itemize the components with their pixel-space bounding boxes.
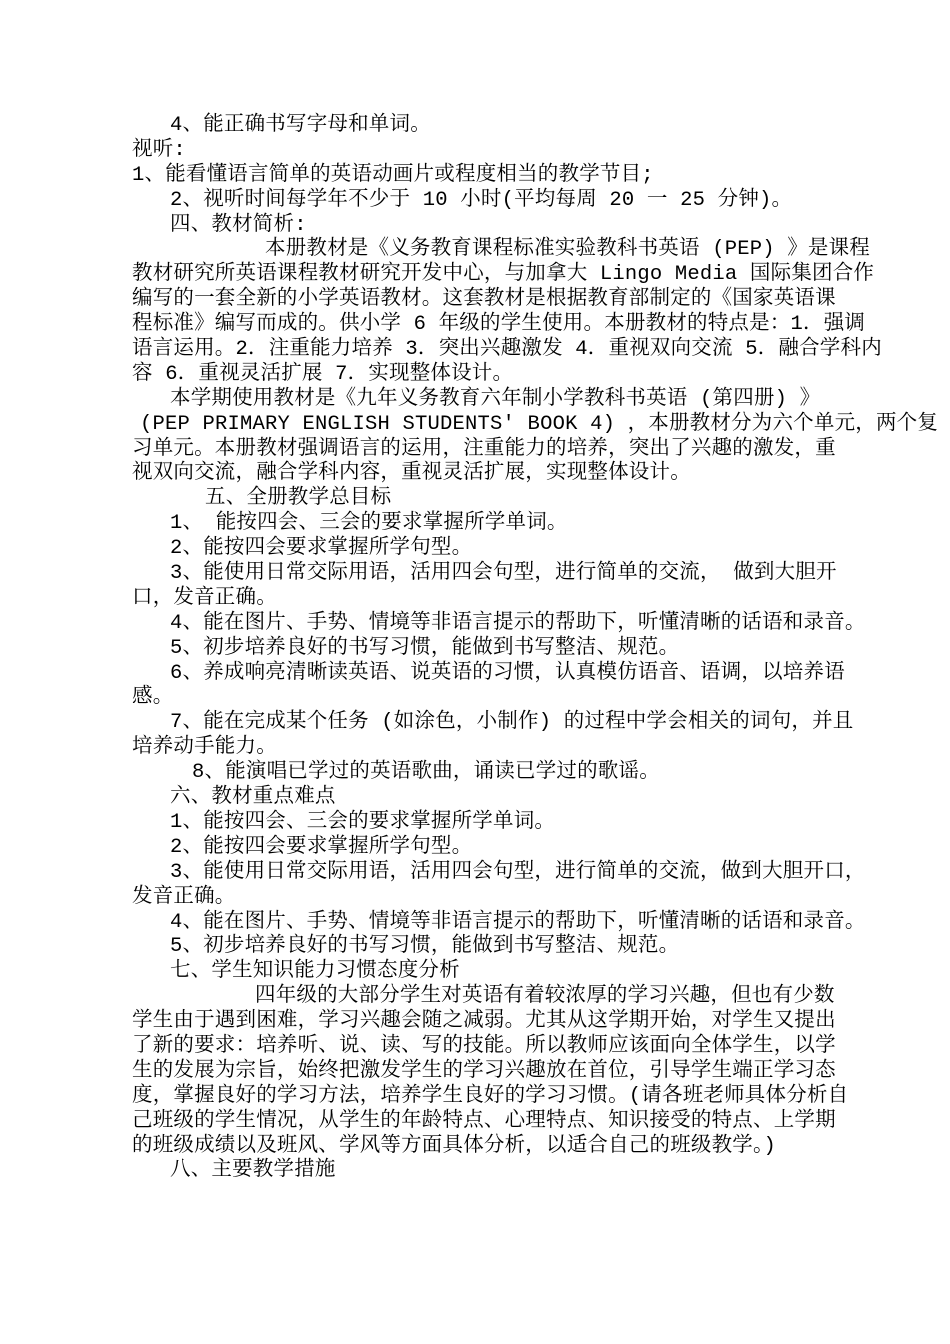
document-line: 四、教材简析: [170, 213, 307, 237]
document-line: 1、能按四会、三会的要求掌握所学单词。 [170, 810, 556, 834]
document-line: 2、视听时间每学年不少于 10 小时(平均每周 20 一 25 分钟)。 [170, 188, 793, 212]
document-line: 四年级的大部分学生对英语有着较浓厚的学习兴趣，但也有少数 [255, 985, 835, 1009]
document-line: 七、学生知识能力习惯态度分析 [170, 960, 460, 984]
document-line: (PEP PRIMARY ENGLISH STUDENTS' BOOK 4) ，本册教材分为六个单元，两个复 [140, 412, 939, 436]
document-line: 4、能正确书写字母和单词。 [170, 114, 431, 137]
document-line: 本册教材是《义务教育课程标准实验教科书英语 (PEP) 》是课程 [265, 238, 871, 262]
document-line: 学生由于遇到困难，学习兴趣会随之减弱。尤其从这学期开始，对学生又提出 [132, 1010, 836, 1034]
document-line: 口，发音正确。 [132, 586, 277, 610]
document-line: 语言运用。2．注重能力培养 3．突出兴趣激发 4．重视双向交流 5．融合学科内 [132, 338, 882, 362]
document-line: 1、 能按四会、三会的要求掌握所学单词。 [170, 512, 568, 536]
document-line: 编写的一套全新的小学英语教材。这套教材是根据教育部制定的《国家英语课 [132, 288, 836, 312]
document-line: 的班级成绩以及班风、学风等方面具体分析，以适合自己的班级教学。) [132, 1134, 776, 1158]
document-line: 习单元。本册教材强调语言的运用，注重能力的培养，突出了兴趣的激发，重 [132, 437, 836, 461]
document-line: 4、能在图片、手势、情境等非语言提示的帮助下，听懂清晰的话语和录音。 [170, 611, 866, 635]
document-line: 六、教材重点难点 [170, 786, 336, 810]
document-line: 己班级的学生情况，从学生的年龄特点、心理特点、知识接受的特点、上学期 [132, 1109, 836, 1133]
document-line: 5、初步培养良好的书写习惯，能做到书写整洁、规范。 [170, 935, 680, 959]
document-line: 本学期使用教材是《九年义务教育六年制小学教科书英语 (第四册) 》 [170, 387, 821, 411]
document-line: 7、能在完成某个任务 (如涂色，小制作) 的过程中学会相关的词句，并且 [170, 711, 854, 735]
document-line: 6、养成响亮清晰读英语、说英语的习惯，认真模仿语音、语调，以培养语 [170, 661, 845, 685]
document-line: 程标准》编写而成的。供小学 6 年级的学生使用。本册教材的特点是：1．强调 [132, 313, 866, 337]
document-line: 八、主要教学措施 [170, 1159, 336, 1183]
document-line: 2、能按四会要求掌握所学句型。 [170, 835, 473, 859]
document-line: 发音正确。 [132, 885, 236, 909]
document-line: 生的发展为宗旨，始终把激发学生的学习兴趣放在首位，引导学生端正学习态 [132, 1059, 836, 1083]
document-line: 感。 [132, 686, 174, 710]
document-line: 五、全册教学总目标 [205, 487, 392, 511]
document-line: 8、能演唱已学过的英语歌曲，诵读已学过的歌谣。 [192, 761, 660, 785]
document-line: 5、初步培养良好的书写习惯，能做到书写整洁、规范。 [170, 636, 680, 660]
document-line: 视双向交流，融合学科内容，重视灵活扩展，实现整体设计。 [132, 462, 691, 486]
document-line: 容 6．重视灵活扩展 7．实现整体设计。 [132, 362, 514, 386]
document-line: 培养动手能力。 [132, 736, 277, 760]
document-line: 1、能看懂语言简单的英语动画片或程度相当的教学节目; [132, 163, 654, 187]
document-line: 视听: [132, 138, 186, 162]
document-content [132, 114, 939, 1184]
document-line: 3、能使用日常交际用语，活用四会句型，进行简单的交流，做到大胆开口， [170, 860, 866, 884]
document-line: 了新的要求：培养听、说、读、写的技能。所以教师应该面向全体学生，以学 [132, 1034, 836, 1058]
document-line: 3、能使用日常交际用语，活用四会句型，进行简单的交流， 做到大胆开 [170, 562, 837, 586]
document-line: 4、能在图片、手势、情境等非语言提示的帮助下，听懂清晰的话语和录音。 [170, 910, 866, 934]
document-line: 教材研究所英语课程教材研究开发中心，与加拿大 Lingo Media 国际集团合作 [132, 263, 875, 287]
document-line: 度，掌握良好的学习方法，培养学生良好的学习习惯。(请各班老师具体分析自 [132, 1084, 849, 1108]
document-line: 2、能按四会要求掌握所学句型。 [170, 537, 473, 561]
